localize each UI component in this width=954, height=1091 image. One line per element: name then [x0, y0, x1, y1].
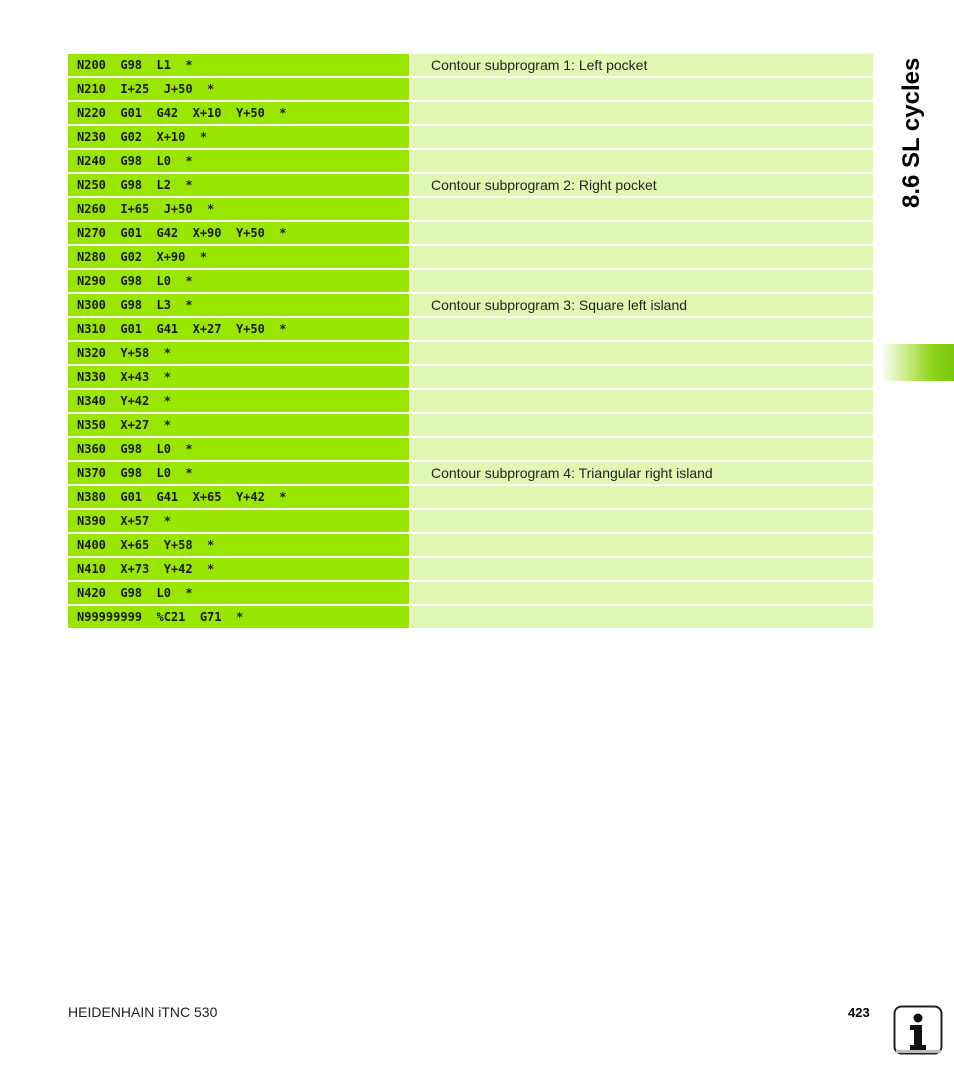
nc-code-cell: N230 G02 X+10 * — [68, 126, 409, 148]
nc-code-cell: N410 X+73 Y+42 * — [68, 558, 409, 580]
nc-code-cell: N340 Y+42 * — [68, 390, 409, 412]
program-listing-table — [68, 54, 873, 630]
program-row — [68, 294, 873, 316]
program-row — [68, 462, 873, 484]
program-row — [68, 606, 873, 628]
comment-cell — [411, 270, 873, 292]
comment-cell: Contour subprogram 2: Right pocket — [411, 174, 873, 196]
program-row — [68, 246, 873, 268]
comment-cell — [411, 222, 873, 244]
nc-code-cell: N370 G98 L0 * — [68, 462, 409, 484]
program-row — [68, 582, 873, 604]
nc-code-cell: N210 I+25 J+50 * — [68, 78, 409, 100]
comment-cell: Contour subprogram 3: Square left island — [411, 294, 873, 316]
nc-code-cell: N250 G98 L2 * — [68, 174, 409, 196]
program-row — [68, 366, 873, 388]
program-row — [68, 534, 873, 556]
nc-code-cell: N99999999 %C21 G71 * — [68, 606, 409, 628]
program-row — [68, 486, 873, 508]
comment-cell — [411, 606, 873, 628]
program-row — [68, 222, 873, 244]
nc-code-cell: N300 G98 L3 * — [68, 294, 409, 316]
nc-code-cell: N200 G98 L1 * — [68, 54, 409, 76]
section-tab-marker — [881, 344, 954, 381]
comment-cell — [411, 150, 873, 172]
comment-cell — [411, 246, 873, 268]
program-row — [68, 54, 873, 76]
program-row — [68, 438, 873, 460]
comment-cell — [411, 510, 873, 532]
program-row — [68, 510, 873, 532]
comment-cell — [411, 414, 873, 436]
program-row — [68, 414, 873, 436]
comment-cell — [411, 318, 873, 340]
page-number: 423 — [848, 1005, 870, 1020]
nc-code-cell: N220 G01 G42 X+10 Y+50 * — [68, 102, 409, 124]
program-row — [68, 150, 873, 172]
program-row — [68, 198, 873, 220]
nc-code-cell: N320 Y+58 * — [68, 342, 409, 364]
comment-cell — [411, 342, 873, 364]
nc-code-cell: N240 G98 L0 * — [68, 150, 409, 172]
program-row — [68, 126, 873, 148]
comment-cell: Contour subprogram 1: Left pocket — [411, 54, 873, 76]
comment-cell — [411, 558, 873, 580]
program-row — [68, 342, 873, 364]
nc-code-cell: N290 G98 L0 * — [68, 270, 409, 292]
comment-cell — [411, 582, 873, 604]
program-row — [68, 102, 873, 124]
nc-code-cell: N330 X+43 * — [68, 366, 409, 388]
comment-cell — [411, 366, 873, 388]
comment-cell: Contour subprogram 4: Triangular right island — [411, 462, 873, 484]
nc-code-cell: N280 G02 X+90 * — [68, 246, 409, 268]
program-row — [68, 318, 873, 340]
comment-cell — [411, 126, 873, 148]
comment-cell — [411, 534, 873, 556]
comment-cell — [411, 198, 873, 220]
section-side-title: 8.6 SL cycles — [898, 57, 925, 208]
nc-code-cell: N260 I+65 J+50 * — [68, 198, 409, 220]
nc-code-cell: N390 X+57 * — [68, 510, 409, 532]
comment-cell — [411, 390, 873, 412]
footer-product-name: HEIDENHAIN iTNC 530 — [68, 1004, 218, 1020]
info-icon — [893, 1005, 943, 1055]
program-row — [68, 270, 873, 292]
program-row — [68, 390, 873, 412]
nc-code-cell: N350 X+27 * — [68, 414, 409, 436]
program-row — [68, 174, 873, 196]
comment-cell — [411, 438, 873, 460]
nc-code-cell: N310 G01 G41 X+27 Y+50 * — [68, 318, 409, 340]
comment-cell — [411, 486, 873, 508]
nc-code-cell: N400 X+65 Y+58 * — [68, 534, 409, 556]
nc-code-cell: N270 G01 G42 X+90 Y+50 * — [68, 222, 409, 244]
nc-code-cell: N360 G98 L0 * — [68, 438, 409, 460]
program-row — [68, 78, 873, 100]
comment-cell — [411, 78, 873, 100]
nc-code-cell: N420 G98 L0 * — [68, 582, 409, 604]
program-row — [68, 558, 873, 580]
nc-code-cell: N380 G01 G41 X+65 Y+42 * — [68, 486, 409, 508]
comment-cell — [411, 102, 873, 124]
